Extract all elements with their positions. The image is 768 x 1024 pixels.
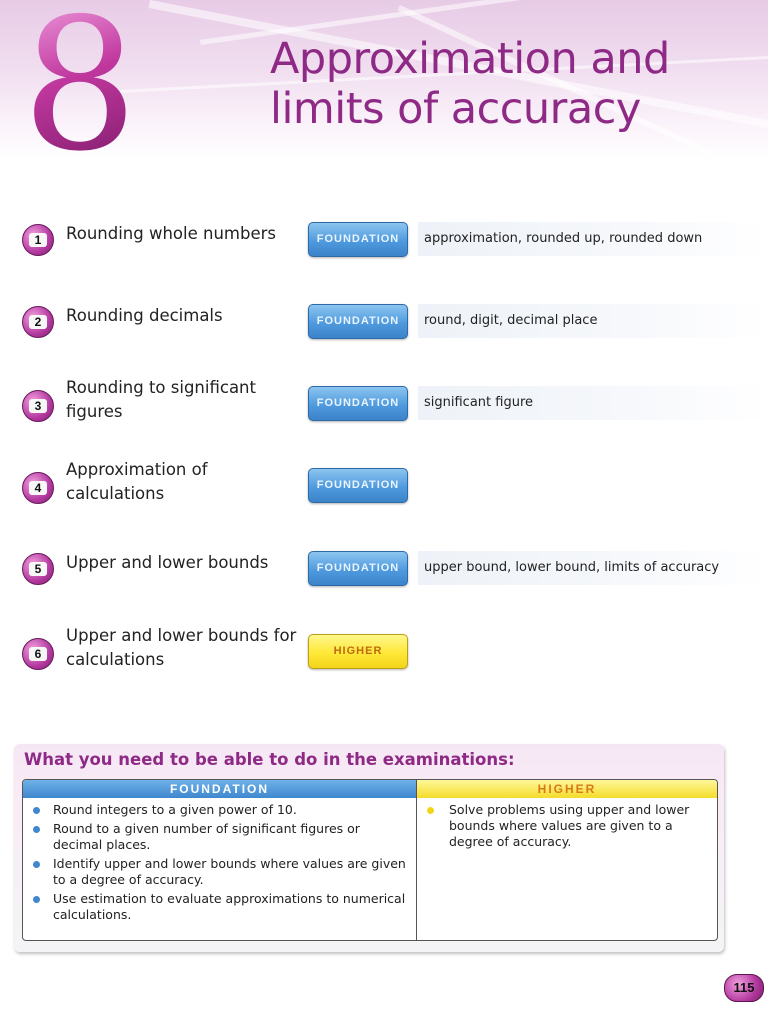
chapter-number: 8	[22, 0, 138, 176]
topic-keywords: upper bound, lower bound, limits of accuracy	[418, 551, 768, 585]
topic-keywords: round, digit, decimal place	[418, 304, 768, 338]
topic-number-badge: 3	[22, 390, 54, 422]
list-item: Round to a given number of significant figures or decimal places.	[23, 821, 416, 853]
topic-number-badge: 1	[22, 224, 54, 256]
exam-heading: What you need to be able to do in the examinations:	[24, 750, 515, 769]
foundation-badge: FOUNDATION	[308, 468, 408, 503]
topic-keywords: significant figure	[418, 386, 768, 420]
foundation-column	[23, 780, 417, 940]
foundation-badge: FOUNDATION	[308, 551, 408, 586]
list-item: Identify upper and lower bounds where values are given to a degree of accuracy.	[23, 856, 416, 888]
foundation-column-header: FOUNDATION	[23, 780, 416, 798]
topic-row-3	[22, 378, 762, 442]
exam-requirements-table	[22, 779, 718, 941]
higher-column	[417, 780, 717, 940]
topic-number-badge: 4	[22, 472, 54, 504]
page-number: 115	[724, 974, 764, 1002]
higher-badge: HIGHER	[308, 634, 408, 669]
topic-number-badge: 6	[22, 638, 54, 670]
exam-requirements-box	[14, 744, 724, 952]
list-item: Use estimation to evaluate approximations to numerical calculations.	[23, 891, 416, 923]
higher-column-header: HIGHER	[417, 780, 717, 798]
topic-row-2	[22, 300, 762, 360]
bullet-icon	[427, 807, 434, 814]
foundation-list	[23, 802, 416, 923]
chapter-title: Approximation and limits of accuracy	[270, 34, 670, 134]
topic-label: Approximation of calculations	[66, 460, 208, 503]
topic-label: Upper and lower bounds	[66, 553, 269, 572]
topic-row-1	[22, 218, 762, 278]
topic-row-5	[22, 547, 762, 607]
bullet-icon	[33, 826, 40, 833]
topic-keywords: approximation, rounded up, rounded down	[418, 222, 768, 256]
topic-row-4	[22, 460, 762, 524]
foundation-badge: FOUNDATION	[308, 222, 408, 257]
higher-list	[417, 802, 717, 850]
list-item: Round integers to a given power of 10.	[23, 802, 416, 818]
foundation-badge: FOUNDATION	[308, 386, 408, 421]
foundation-badge: FOUNDATION	[308, 304, 408, 339]
topic-row-6	[22, 626, 762, 690]
topic-label: Upper and lower bounds for calculations	[66, 626, 297, 669]
list-item: Solve problems using upper and lower bounds where values are given to a degree of accuracy.	[417, 802, 717, 850]
topic-label: Rounding decimals	[66, 306, 223, 325]
bullet-icon	[33, 807, 40, 814]
topic-label: Rounding whole numbers	[66, 224, 276, 243]
bullet-icon	[33, 861, 40, 868]
bullet-icon	[33, 896, 40, 903]
topic-number-badge: 2	[22, 306, 54, 338]
topic-label: Rounding to significant figures	[66, 378, 256, 421]
topic-number-badge: 5	[22, 553, 54, 585]
